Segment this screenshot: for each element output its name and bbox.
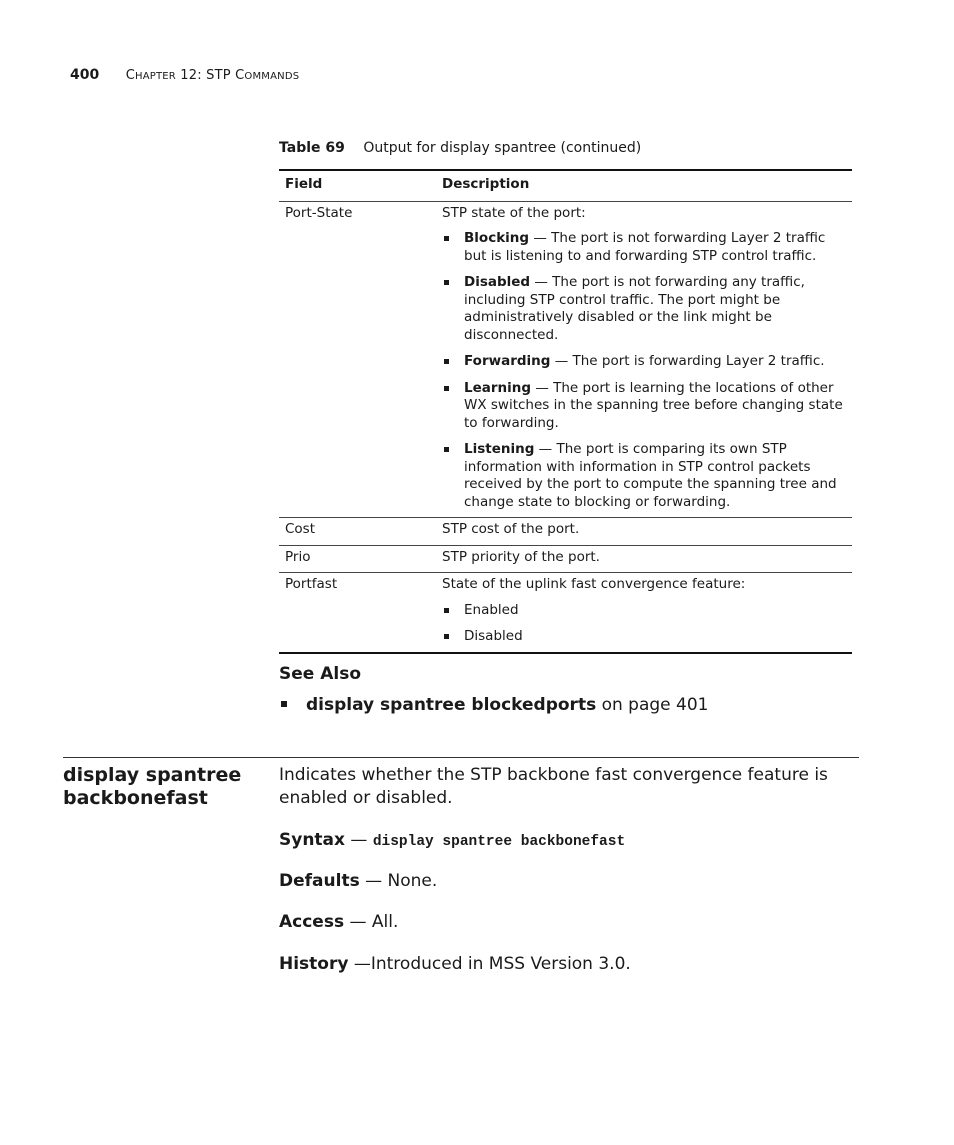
list-item — [442, 441, 844, 511]
state-description: — The port is forwarding Layer 2 traffic. — [550, 353, 825, 369]
syntax-line: Syntax — display spantree backbonefast — [279, 830, 626, 850]
see-also-item — [279, 695, 708, 715]
running-header — [70, 67, 299, 83]
access-label: Access — [279, 912, 345, 932]
description-text: State of the uplink fast convergence feature: — [442, 576, 746, 592]
defaults-label: Defaults — [279, 871, 360, 891]
table-row — [279, 545, 852, 573]
table-number: Table 69 — [279, 140, 345, 156]
history-line — [279, 953, 859, 976]
state-description: Disabled — [464, 628, 523, 644]
state-term: Blocking — [464, 230, 530, 246]
bullet-icon — [444, 634, 449, 639]
state-term: Disabled — [464, 274, 531, 290]
table-body — [279, 201, 852, 653]
history-value: —Introduced in MSS Version 3.0. — [348, 954, 631, 974]
state-list — [442, 230, 844, 511]
table-caption — [279, 140, 641, 156]
description-cell — [436, 573, 852, 653]
bullet-icon — [444, 608, 449, 613]
state-description: — The port is not forwarding Layer 2 traffic but is listening to and forwarding STP control traffic. — [464, 230, 826, 264]
state-description: Enabled — [464, 601, 519, 618]
section-divider — [63, 757, 859, 758]
state-term: Listening — [464, 441, 535, 457]
list-item — [442, 353, 844, 371]
bullet-icon — [444, 280, 449, 285]
field-cell: Portfast — [279, 573, 436, 653]
defaults-line — [279, 870, 859, 893]
state-list — [442, 602, 844, 646]
table-row — [279, 201, 852, 518]
table-header-row — [279, 170, 852, 201]
list-item — [442, 602, 844, 620]
output-fields-table — [279, 169, 852, 654]
column-header-field: Field — [279, 170, 436, 201]
list-item — [442, 274, 844, 344]
description-cell — [436, 518, 852, 546]
field-cell: Prio — [279, 545, 436, 573]
page-number: 400 — [70, 67, 100, 83]
field-cell: Port-State — [279, 201, 436, 518]
syntax-command: display spantree backbonefast — [372, 834, 626, 850]
chapter-title: CHAPTER 12: STP COMMANDS — [125, 68, 300, 83]
description-text: STP priority of the port. — [442, 548, 600, 565]
bullet-icon — [444, 447, 449, 452]
state-description: — The port is comparing its own STP information with information in STP control packets received by the port to compute the spanning tree and change state to blocking or forwarding. — [464, 441, 837, 510]
table-caption-text: Output for display spantree (continued) — [363, 140, 642, 156]
list-item — [442, 230, 844, 265]
description-cell — [436, 545, 852, 573]
table-row — [279, 518, 852, 546]
state-description: — The port is learning the locations of other WX switches in the spanning tree before changing state to forwarding. — [464, 379, 843, 431]
table-row — [279, 573, 852, 653]
section-title: display spantree backbonefast — [63, 764, 242, 809]
bullet-icon — [444, 359, 449, 364]
bullet-icon — [444, 236, 449, 241]
history-label: History — [279, 954, 349, 974]
section-intro: Indicates whether the STP backbone fast convergence feature is enabled or disabled. — [279, 765, 828, 808]
list-item — [442, 628, 844, 646]
see-also-page-ref: on page 401 — [596, 695, 709, 715]
state-term: Forwarding — [464, 353, 551, 369]
bullet-icon — [444, 386, 449, 391]
description-text: STP cost of the port. — [442, 521, 580, 537]
defaults-value: — None. — [359, 871, 438, 891]
see-also-heading: See Also — [279, 664, 362, 684]
description-text: STP state of the port: — [442, 204, 586, 221]
state-description: — The port is not forwarding any traffic, including STP control traffic. The port might be administratively disabled or the link might be disconnected. — [464, 274, 805, 343]
list-item — [442, 380, 844, 433]
state-term: Learning — [464, 379, 532, 396]
field-cell: Cost — [279, 518, 436, 546]
access-line — [279, 911, 859, 934]
bullet-icon — [281, 701, 287, 707]
syntax-label: Syntax — [279, 830, 345, 850]
column-header-description: Description — [436, 170, 852, 201]
description-cell — [436, 201, 852, 518]
see-also-link[interactable]: display spantree blockedports — [306, 695, 597, 715]
access-value: — All. — [344, 912, 399, 932]
